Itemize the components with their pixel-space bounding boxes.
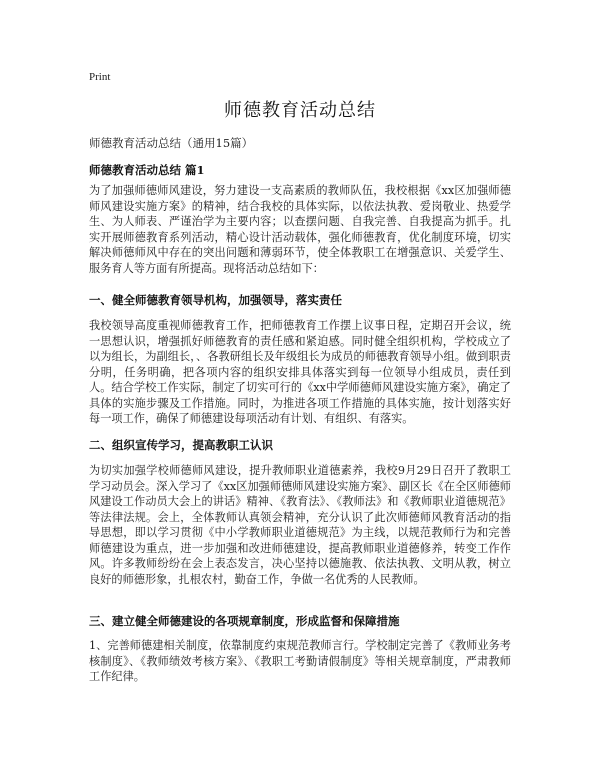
- section-body-2: 为切实加强学校师德师风建设，提升教师职业道德素养，我校9月29日召开了教职工学习动员会。深入学习了《xx区加强师德师风建设实施方案》、副区长《在全区师德师风建设工作动员大会上的讲话》精神、《教育法》、《教师法》和《教师职业道德规范》等法律法规。会上，全体教师认真领会精神，充分认识了此次师德师风教育活动的指导思想，即以学习贯彻《中小学教师职业道德规范》为主线，以规范教师行为和完善师德建设为重点，进一步加强和改进师德建设，提高教师职业道德修养，转变工作作风。许多教师纷纷在会上表态发言，决心坚持以德施教、依法执教、文明从教，树立良好的师德形象，扎根农村，勤奋工作，争做一名优秀的人民教师。: [89, 464, 511, 586]
- page-title: 师德教育活动总结: [224, 100, 376, 121]
- article-heading: 师德教育活动总结 篇1: [89, 163, 205, 177]
- section-body-1: 我校领导高度重视师德教育工作，把师德教育工作摆上议事日程，定期召开会议，统一思想认识，增强抓好师德教育的责任感和紧迫感。同时健全组织机构，学校成立了以为组长，为副组长，、各教研组长及年级组长为成员的师德教育领导小组。做到职责分明，任务明确，把各项内容的组织安排具体落实到每一位领导小组成员，责任到人。结合学校工作实际，制定了切实可行的《xx中学师德师风建设实施方案》，确定了具体的实施步骤及工作措施。同时，为推进各项工作措施的具体实施，按计划落实好每一项工作，确保了师德建设每项活动有计划、有组织、有落实。: [89, 319, 511, 425]
- print-label: Print: [89, 71, 111, 83]
- intro-paragraph: 为了加强师德师风建设，努力建设一支高素质的教师队伍，我校根据《xx区加强师德师风建设实施方案》的精神，结合我校的具体实际，以依法执教、爱岗敬业、热爱学生、为人师表、严谨治学为主要内容；以查摆问题、自我完善、自我提高为抓手。扎实开展师德教育系列活动，精心设计活动载体，强化师德教育，优化制度环境，切实解决师德师风中存在的突出问题和薄弱环节，使全体教职工在增强意识、关爱学生、服务育人等方面有所提高。现将活动总结如下：: [89, 184, 511, 275]
- section-heading-2: 二、组织宣传学习，提高教职工认识: [89, 438, 273, 452]
- section-body-3: 1、完善师德建相关制度，依靠制度约束规范教师言行。学校制定完善了《教师业务考核制度》、《教师绩效考核方案》、《教职工考勤请假制度》等相关规章制度，严肃教师工作纪律。: [89, 639, 511, 683]
- section-heading-3: 三、建立健全师德建设的各项规章制度，形成监督和保障措施: [89, 614, 400, 628]
- section-heading-1: 一、健全师德教育领导机构，加强领导，落实责任: [89, 293, 342, 307]
- document-subtitle: 师德教育活动总结（通用15篇）: [89, 136, 254, 150]
